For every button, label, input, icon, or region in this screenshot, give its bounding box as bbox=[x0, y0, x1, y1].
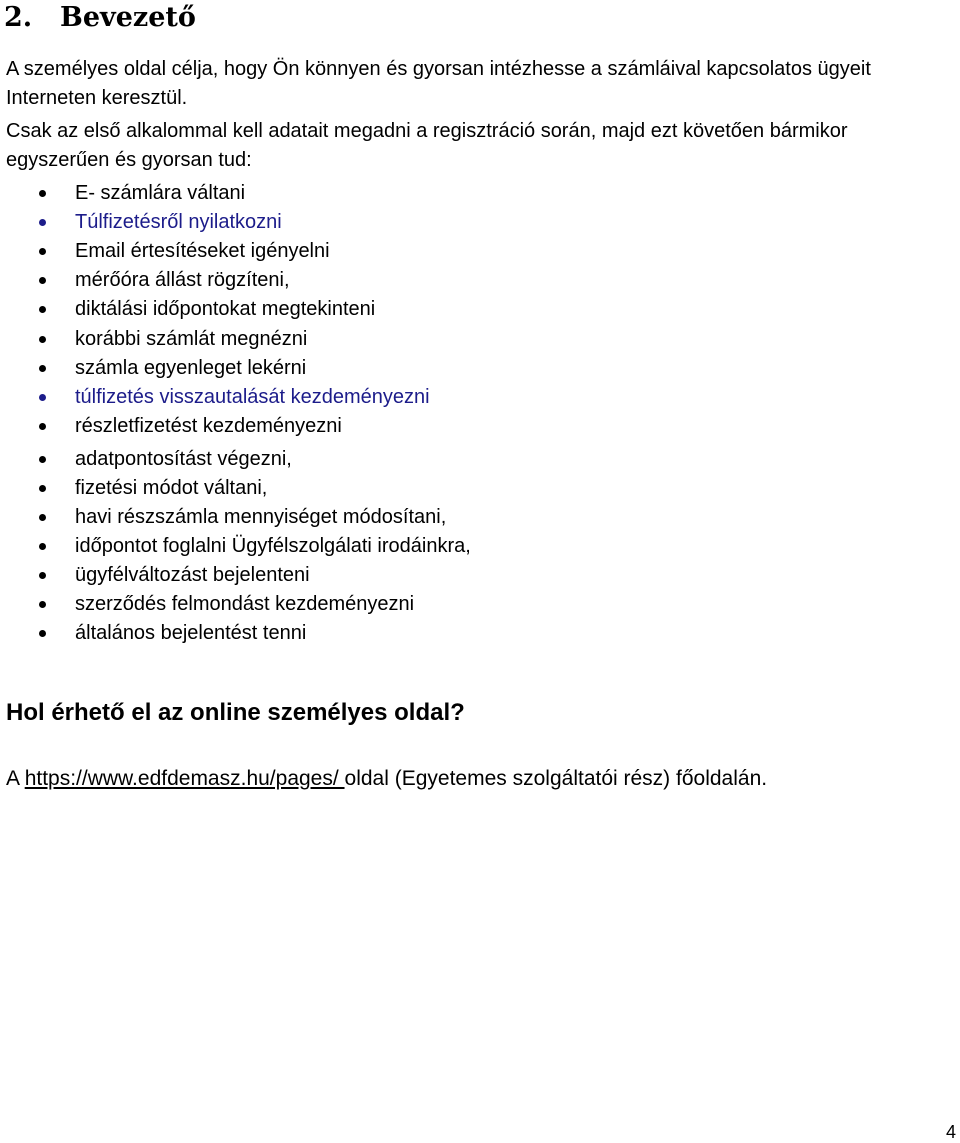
location-paragraph bbox=[6, 764, 767, 794]
bullet-icon bbox=[39, 630, 46, 637]
feature-item-label: korábbi számlát megnézni bbox=[75, 328, 308, 350]
section-title: Bevezető bbox=[60, 2, 196, 33]
section-number: 2. bbox=[4, 2, 33, 33]
bullet-icon bbox=[39, 601, 46, 608]
feature-item-label: Túlfizetésről nyilatkozni bbox=[75, 211, 282, 233]
feature-item-label: diktálási időpontokat megtekinteni bbox=[75, 298, 376, 320]
bullet-icon bbox=[39, 306, 46, 313]
bullet-icon bbox=[39, 485, 46, 492]
portal-link[interactable]: https://www.edfdemasz.hu/pages/ bbox=[24, 767, 345, 790]
bullet-icon bbox=[39, 394, 46, 401]
feature-item-label: havi részszámla mennyiséget módosítani, bbox=[75, 506, 447, 528]
bullet-icon bbox=[39, 543, 46, 550]
section-subheading: Hol érhető el az online személyes oldal? bbox=[6, 699, 465, 726]
bullet-icon bbox=[39, 365, 46, 372]
feature-item-label: számla egyenleget lekérni bbox=[75, 357, 307, 379]
feature-item-label: fizetési módot váltani, bbox=[75, 477, 268, 499]
bullet-icon bbox=[39, 423, 46, 430]
bullet-icon bbox=[39, 514, 46, 521]
location-prefix: A bbox=[6, 767, 25, 790]
bullet-icon bbox=[39, 190, 46, 197]
intro-paragraph: A személyes oldal célja, hogy Ön könnyen és gyorsan intézhesse a számláival kapcsolatos ügyeit Interneten keresztül. bbox=[6, 58, 871, 109]
feature-item-label: időpontot foglalni Ügyfélszolgálati irodáinkra, bbox=[75, 535, 471, 557]
feature-item-label: ügyfélváltozást bejelenteni bbox=[75, 564, 310, 586]
page-number: 4 bbox=[945, 1122, 956, 1142]
intro-paragraph-2: Csak az első alkalommal kell adatait megadni a regisztráció során, majd ezt követően bármikor egyszerűen és gyorsan tud: bbox=[6, 120, 848, 171]
bullet-icon bbox=[39, 572, 46, 579]
feature-item-label: adatpontosítást végezni, bbox=[75, 448, 292, 470]
feature-item-label: E- számlára váltani bbox=[75, 182, 246, 204]
bullet-icon bbox=[39, 336, 46, 343]
location-suffix: oldal (Egyetemes szolgáltatói rész) főoldalán. bbox=[344, 767, 768, 790]
bullet-icon bbox=[39, 219, 46, 226]
feature-item-label: mérőóra állást rögzíteni, bbox=[75, 269, 290, 291]
section-heading bbox=[4, 0, 196, 36]
feature-item-label: túlfizetés visszautalását kezdeményezni bbox=[75, 386, 430, 408]
feature-item-label: általános bejelentést tenni bbox=[75, 622, 307, 644]
feature-item-label: részletfizetést kezdeményezni bbox=[75, 415, 342, 437]
bullet-icon bbox=[39, 277, 46, 284]
bullet-icon bbox=[39, 456, 46, 463]
feature-item-label: Email értesítéseket igényelni bbox=[75, 240, 330, 262]
bullet-icon bbox=[39, 248, 46, 255]
feature-item-label: szerződés felmondást kezdeményezni bbox=[75, 593, 415, 615]
